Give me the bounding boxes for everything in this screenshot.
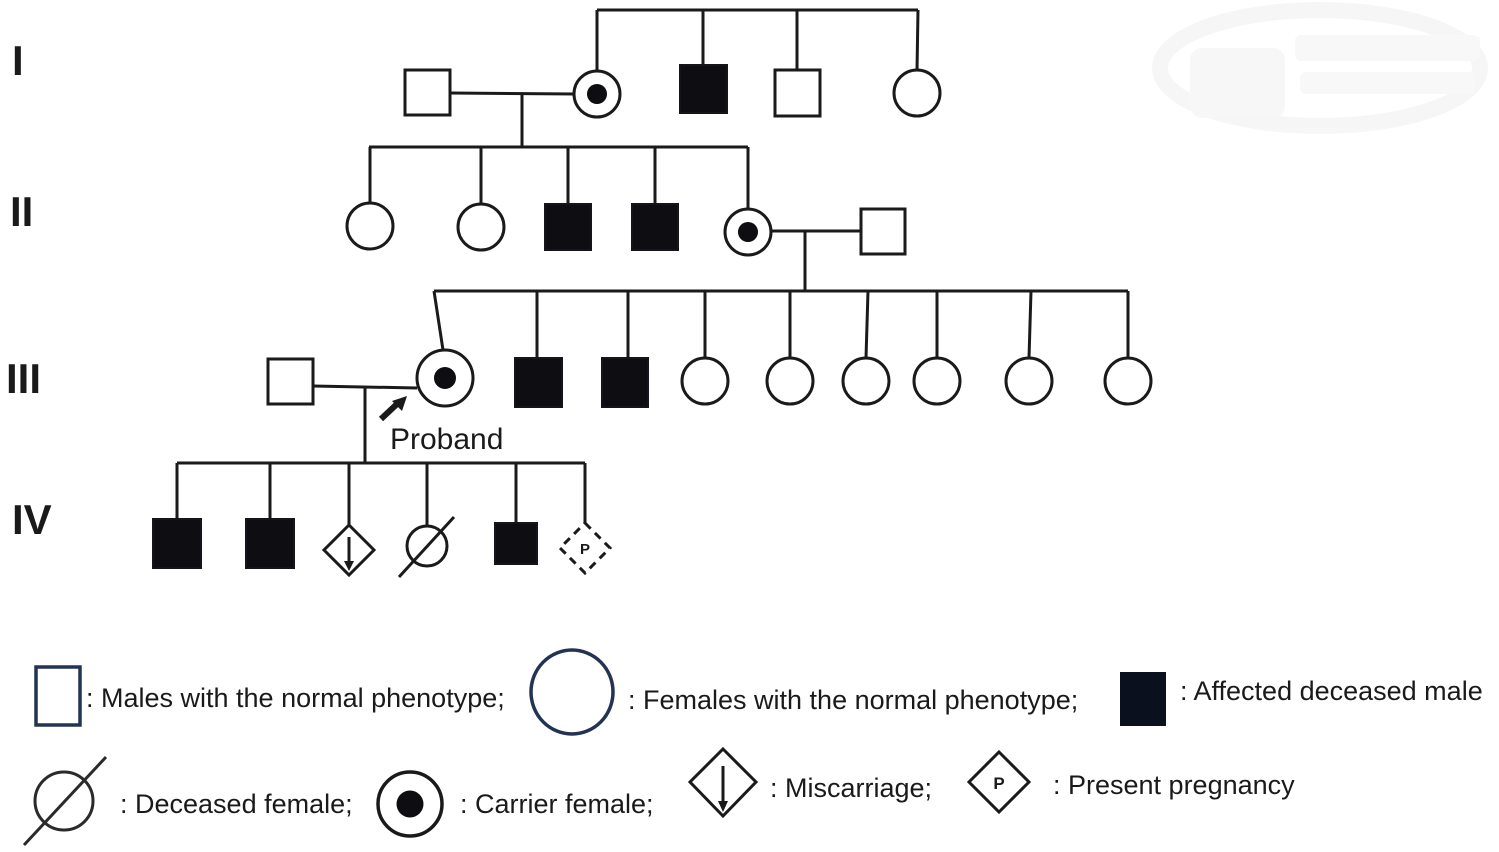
female-normal-symbol (767, 358, 813, 404)
individual-II-6 (861, 209, 905, 254)
individual-I-1 (405, 70, 450, 115)
individual-III-5 (682, 358, 728, 404)
pregnancy-letter: P (993, 774, 1005, 793)
female-normal-symbol (914, 358, 960, 404)
watermark (1160, 10, 1480, 126)
generation-IV-connectors (177, 463, 585, 526)
generation-II-members (347, 203, 905, 255)
female-normal-symbol (682, 358, 728, 404)
affected-male-symbol (632, 204, 678, 250)
individual-IV-2 (246, 519, 294, 568)
individual-III-6 (767, 358, 813, 404)
couple-line-gen1 (450, 93, 575, 94)
legend-label: : Deceased female; (120, 789, 353, 819)
individual-IV-5 (495, 523, 537, 564)
legend-label: : Miscarriage; (770, 773, 933, 803)
affected-male-symbol (545, 204, 591, 250)
individual-II-4 (632, 204, 678, 250)
individual-III-8 (914, 358, 960, 404)
individual-III-4 (602, 358, 648, 407)
drop-line (1029, 291, 1031, 358)
affected-male-symbol (602, 358, 648, 407)
legend-item-present-pregnancy (969, 752, 1295, 812)
legend-label: : Males with the normal phenotype; (86, 683, 505, 713)
generation-I-members (405, 65, 940, 117)
individual-II-3 (545, 204, 591, 250)
female-normal-symbol (894, 70, 940, 116)
female-normal-symbol (1105, 358, 1151, 404)
individual-I-4 (775, 70, 820, 116)
individual-IV-3-miscarriage (324, 525, 374, 575)
individual-III-7 (843, 358, 889, 404)
female-normal-symbol (531, 650, 613, 734)
female-normal-symbol (458, 204, 504, 250)
generation-labels (6, 37, 52, 543)
individual-III-9 (1006, 358, 1052, 404)
legend (24, 650, 1483, 845)
legend-label: : Present pregnancy (1053, 770, 1295, 800)
female-normal-symbol (347, 203, 393, 249)
legend-label: : Carrier female; (460, 789, 654, 819)
individual-I-5 (894, 70, 940, 116)
legend-item-miscarriage (690, 749, 932, 816)
affected-male-symbol (246, 519, 294, 568)
legend-label: : Affected deceased male (1180, 676, 1483, 706)
generation-label-4: IV (12, 496, 52, 543)
carrier-dot (397, 791, 424, 818)
carrier-dot (587, 84, 607, 104)
pregnancy-letter: P (579, 541, 591, 558)
proband-label: Proband (390, 423, 504, 456)
legend-item-male-normal (36, 667, 505, 725)
proband-arrow-shaft (381, 404, 397, 419)
drop-line (917, 10, 918, 71)
generation-label-1: I (12, 37, 24, 84)
individual-III-2-proband (417, 350, 473, 406)
male-normal-symbol (268, 359, 313, 404)
female-normal-symbol (1006, 358, 1052, 404)
drop-line (434, 291, 443, 350)
male-normal-symbol (775, 70, 820, 116)
drop-line (866, 291, 868, 358)
carrier-dot (738, 222, 758, 242)
individual-III-10 (1105, 358, 1151, 404)
individual-II-1 (347, 203, 393, 249)
individual-I-3 (680, 65, 727, 113)
individual-II-2 (458, 204, 504, 250)
individual-III-3 (515, 358, 562, 407)
legend-item-deceased-female (24, 757, 353, 845)
female-normal-symbol (843, 358, 889, 404)
generation-II-connectors (369, 147, 861, 291)
legend-item-carrier-female (378, 772, 654, 836)
individual-II-5 (725, 209, 771, 255)
generation-label-2: II (10, 188, 34, 235)
legend-label: : Females with the normal phenotype; (628, 685, 1079, 715)
generation-label-3: III (6, 355, 42, 402)
male-normal-symbol (36, 667, 80, 725)
legend-item-affected-deceased-male (1120, 672, 1483, 726)
individual-IV-1 (153, 519, 201, 568)
affected-male-symbol (495, 523, 537, 564)
affected-male-symbol (515, 358, 562, 407)
affected-male-symbol (1120, 672, 1166, 726)
generation-IV-members (153, 517, 610, 577)
affected-male-symbol (153, 519, 201, 568)
male-normal-symbol (405, 70, 450, 115)
individual-IV-4-deceased-female (399, 517, 454, 577)
individual-I-2 (574, 71, 620, 117)
legend-item-female-normal (531, 650, 1078, 734)
affected-male-symbol (680, 65, 727, 113)
individual-IV-6-pregnancy (560, 523, 610, 573)
male-normal-symbol (861, 209, 905, 254)
carrier-dot (434, 367, 456, 389)
individual-III-1 (268, 359, 313, 404)
